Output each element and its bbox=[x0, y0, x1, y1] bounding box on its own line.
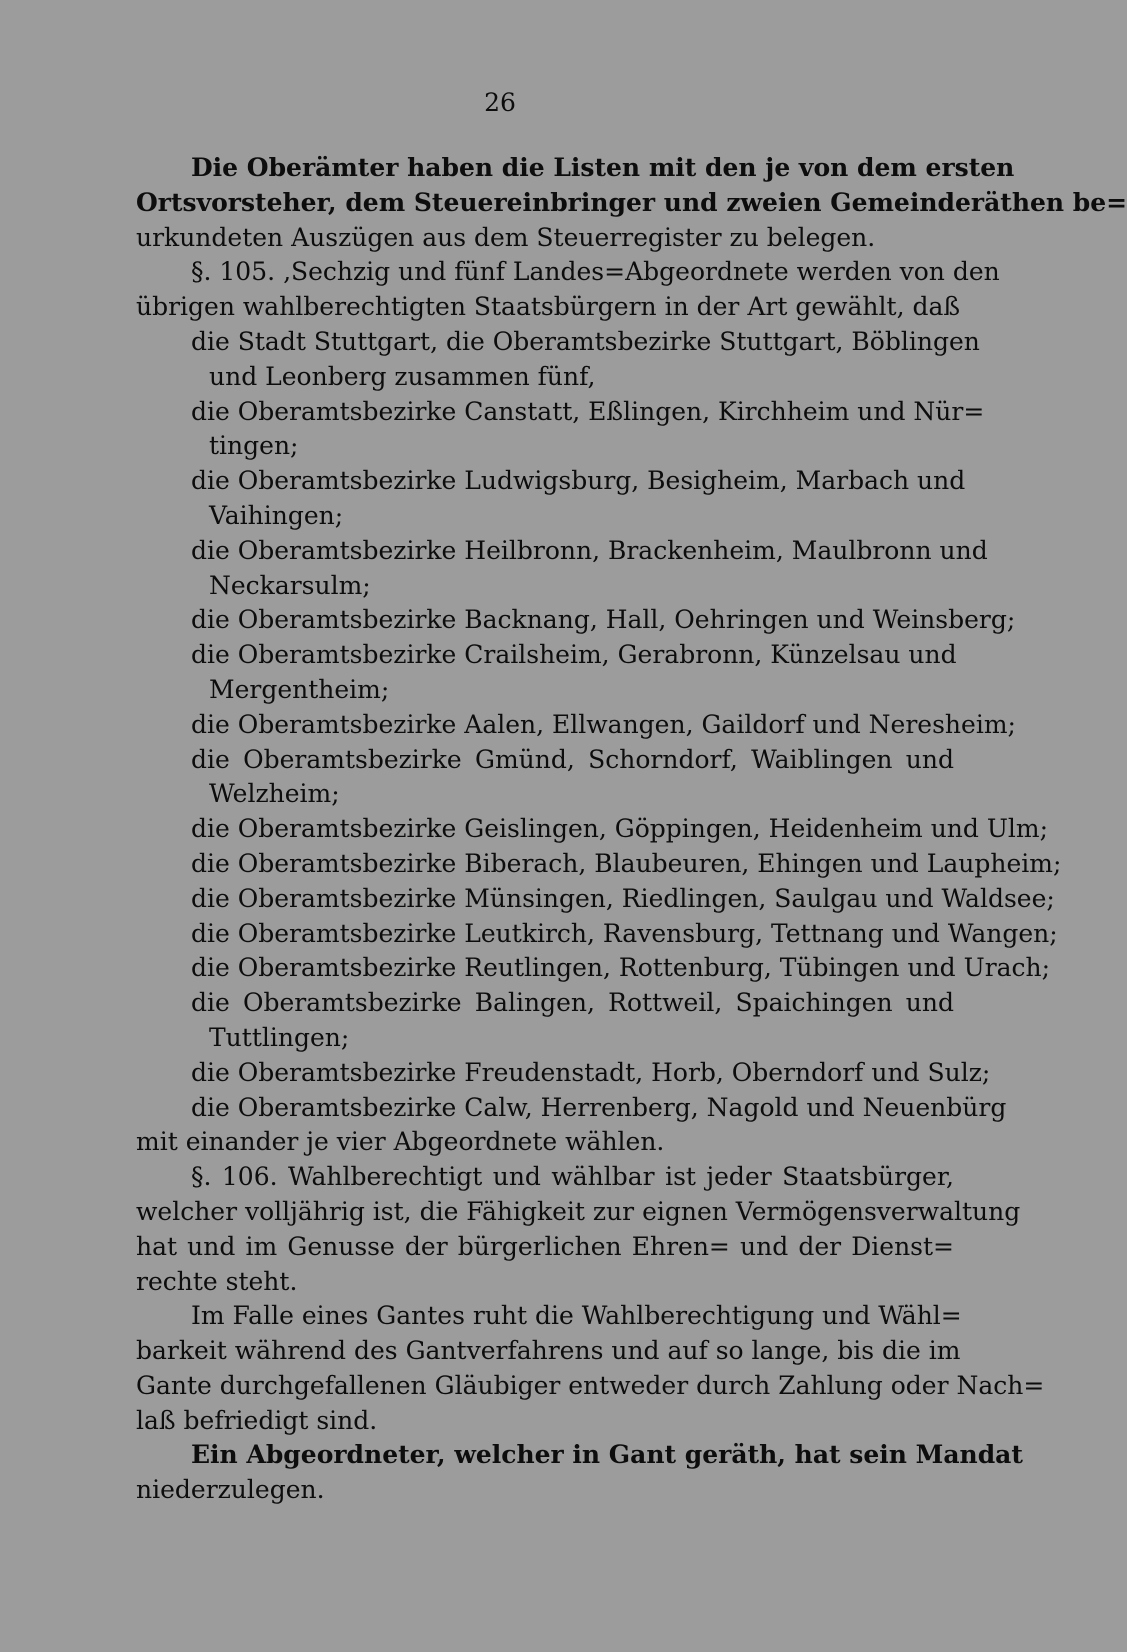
text-line: die Oberamtsbezirke Balingen, Rottweil, Spaichingen und bbox=[191, 988, 954, 1018]
text-line: die Oberamtsbezirke Crailsheim, Gerabronn, Künzelsau und bbox=[191, 640, 957, 670]
text-line: die Stadt Stuttgart, die Oberamtsbezirke Stuttgart, Böblingen bbox=[191, 326, 980, 356]
text-line: laß befriedigt sind. bbox=[136, 1405, 378, 1435]
text-line: die Oberamtsbezirke Biberach, Blaubeuren, Ehingen und Laupheim; bbox=[191, 848, 1062, 878]
text-line: die Oberamtsbezirke Ludwigsburg, Besigheim, Marbach und bbox=[191, 466, 966, 496]
text-line: Im Falle eines Gantes ruht die Wahlberechtigung und Wähl= bbox=[191, 1301, 962, 1331]
text-line: Gante durchgefallenen Gläubiger entweder durch Zahlung oder Nach= bbox=[136, 1370, 1045, 1400]
text-line: die Oberamtsbezirke Leutkirch, Ravensburg, Tettnang und Wangen; bbox=[191, 918, 1058, 948]
text-line: Neckarsulm; bbox=[209, 570, 371, 600]
text-line: die Oberamtsbezirke Reutlingen, Rottenburg, Tübingen und Urach; bbox=[191, 953, 1051, 983]
text-line: tingen; bbox=[209, 431, 299, 461]
text-line: die Oberamtsbezirke Gmünd, Schorndorf, Waiblingen und bbox=[191, 744, 954, 774]
text-line: hat und im Genusse der bürgerlichen Ehren= und der Dienst= bbox=[136, 1231, 954, 1261]
text-line: §. 105. ‚Sechzig und fünf Landes=Abgeordnete werden von den bbox=[191, 257, 1000, 287]
text-line: die Oberamtsbezirke Canstatt, Eßlingen, Kirchheim und Nür= bbox=[191, 396, 985, 426]
text-line: Vaihingen; bbox=[209, 500, 344, 530]
text-line: die Oberamtsbezirke Freudenstadt, Horb, Oberndorf und Sulz; bbox=[191, 1057, 991, 1087]
text-line: die Oberamtsbezirke Heilbronn, Brackenheim, Maulbronn und bbox=[191, 535, 988, 565]
text-line: die Oberamtsbezirke Geislingen, Göppingen, Heidenheim und Ulm; bbox=[191, 814, 1049, 844]
text-line: niederzulegen. bbox=[136, 1475, 325, 1505]
text-line: welcher volljährig ist, die Fähigkeit zur eignen Vermögensverwaltung bbox=[136, 1196, 1021, 1226]
text-line: Welzheim; bbox=[209, 779, 340, 809]
text-line: Ein Abgeordneter, welcher in Gant geräth, hat sein Mandat bbox=[191, 1440, 1023, 1470]
text-line: urkundeten Auszügen aus dem Steuerregister zu belegen. bbox=[136, 222, 876, 252]
text-line: Tuttlingen; bbox=[209, 1022, 350, 1052]
text-line: Mergentheim; bbox=[209, 674, 390, 704]
text-line: die Oberamtsbezirke Münsingen, Riedlingen, Saulgau und Waldsee; bbox=[191, 883, 1055, 913]
text-line: die Oberamtsbezirke Calw, Herrenberg, Nagold und Neuenbürg bbox=[191, 1092, 1007, 1122]
text-line: Ortsvorsteher, dem Steuereinbringer und zweien Gemeinderäthen be= bbox=[136, 187, 1127, 217]
text-line: Die Oberämter haben die Listen mit den je von dem ersten bbox=[191, 153, 1015, 182]
text-line: die Oberamtsbezirke Backnang, Hall, Oehringen und Weinsberg; bbox=[191, 605, 1016, 635]
text-line: und Leonberg zusammen fünf, bbox=[209, 361, 596, 391]
text-line: übrigen wahlberechtigten Staatsbürgern in der Art gewählt, daß bbox=[136, 292, 961, 322]
page-number: 26 bbox=[484, 88, 516, 117]
text-line: §. 106. Wahlberechtigt und wählbar ist jeder Staatsbürger, bbox=[191, 1162, 954, 1192]
text-line: rechte steht. bbox=[136, 1266, 298, 1296]
text-line: mit einander je vier Abgeordnete wählen. bbox=[136, 1127, 665, 1157]
text-body bbox=[136, 151, 1127, 1508]
text-line: die Oberamtsbezirke Aalen, Ellwangen, Gaildorf und Neresheim; bbox=[191, 709, 1016, 739]
text-line: barkeit während des Gantverfahrens und auf so lange, bis die im bbox=[136, 1336, 961, 1366]
